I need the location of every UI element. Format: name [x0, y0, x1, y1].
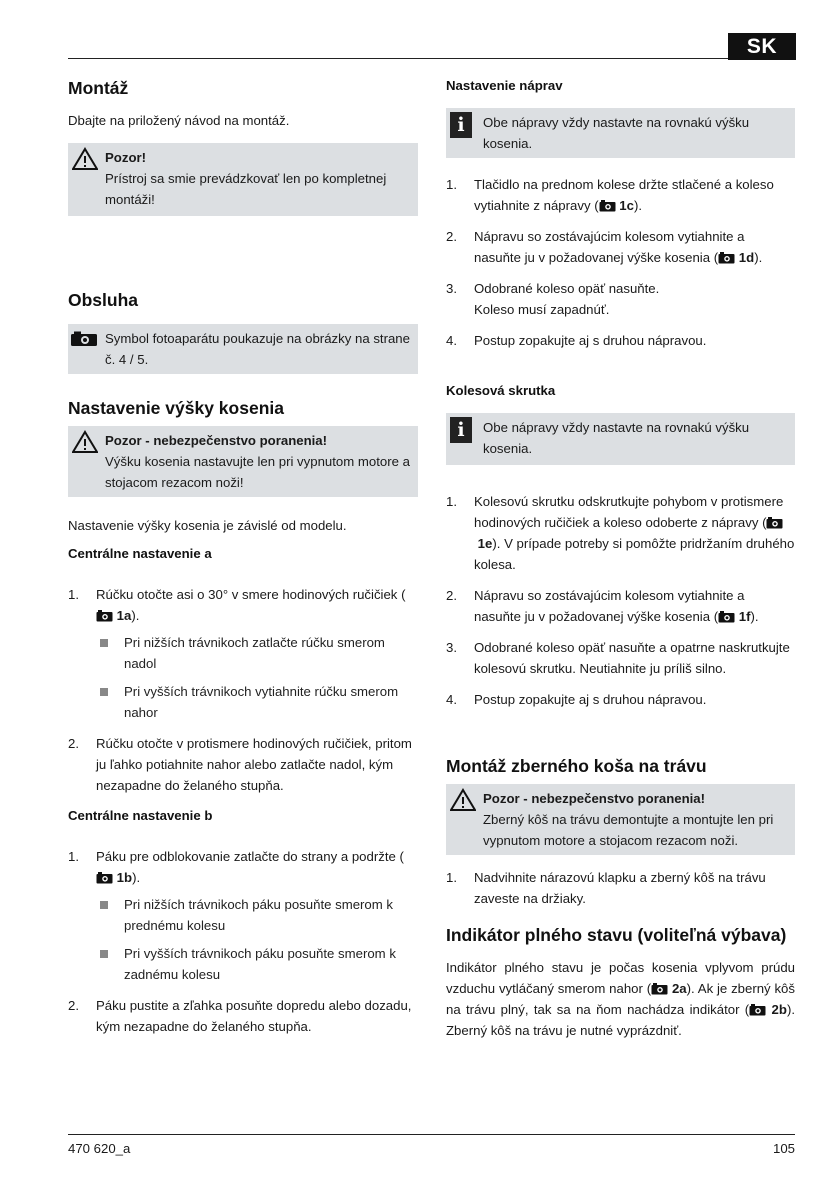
step-text-end: ).	[754, 250, 763, 265]
step-text: Kolesovú skrutku odskrutkujte pohybom v protismere hodinových ručičiek a koleso odoberte z nápravy (	[474, 494, 784, 530]
subsection-title-central-a: Centrálne nastavenie a	[68, 546, 212, 561]
bullet-square-icon	[100, 901, 108, 909]
step-number: 3.	[446, 281, 457, 296]
step-number: 1.	[68, 849, 79, 864]
warning-title: Pozor - nebezpečenstvo poranenia!	[105, 433, 328, 448]
step-number: 2.	[446, 229, 457, 244]
central-b-bullets	[96, 894, 418, 985]
camera-icon	[718, 252, 735, 264]
list-item	[68, 995, 418, 1037]
indikator-paragraph	[446, 957, 795, 1041]
section-title-obsluha: Obsluha	[68, 290, 139, 310]
bullet-square-icon	[100, 688, 108, 696]
list-item	[68, 584, 418, 723]
step-number: 1.	[446, 177, 457, 192]
central-a-steps	[68, 584, 418, 796]
list-item	[446, 491, 795, 575]
figure-ref: 1c	[619, 198, 634, 213]
warning-icon	[450, 788, 476, 812]
camera-icon	[766, 517, 783, 529]
warning-icon	[72, 147, 98, 171]
step-text: Rúčku otočte asi o 30° v smere hodinových ručičiek (	[96, 587, 406, 602]
step-text: Nápravu so zostávajúcim kolesom vytiahnite a nasuňte ju v požadovanej výške kosenia (	[474, 588, 745, 624]
section-title-montaz: Montáž	[68, 78, 129, 98]
list-item	[446, 330, 795, 351]
subsection-title-central-b: Centrálne nastavenie b	[68, 808, 213, 823]
header-rule	[68, 58, 728, 59]
figure-ref: 2a	[671, 981, 687, 996]
camera-icon	[96, 610, 113, 622]
step-text: Rúčku otočte v protismere hodinových ručičiek, pritom ju ľahko potiahnite nahor alebo zatlačte nadol, kým nezapadne do želaného stupňa.	[96, 736, 412, 793]
bullet-text: Pri vyšších trávnikoch vytiahnite rúčku smerom nahor	[124, 684, 399, 720]
step-text-end: ).	[750, 609, 759, 624]
list-item	[68, 733, 418, 796]
napravy-steps	[446, 174, 795, 351]
step-text: Koleso musí zapadnúť.	[474, 302, 610, 317]
bullet-square-icon	[100, 639, 108, 647]
camera-icon	[96, 872, 113, 884]
paragraph-text: Indikátor plného stavu je počas kosenia vplyvom prúdu vzduchu vytláčaný smerom nahor (	[446, 960, 795, 996]
bullet-text: Pri nižších trávnikoch páku posuňte smerom k prednému kolesu	[124, 897, 393, 933]
list-item	[96, 894, 418, 936]
step-text-end: ).	[132, 870, 141, 885]
info-icon: i	[450, 417, 472, 443]
subsection-title-skrutka: Kolesová skrutka	[446, 383, 556, 398]
section-title-indikator: Indikátor plného stavu (voliteľná výbava)	[446, 925, 787, 945]
list-item	[446, 585, 795, 627]
step-number: 1.	[446, 494, 457, 509]
list-item	[446, 637, 795, 679]
language-badge: SK	[728, 33, 796, 60]
list-item	[446, 174, 795, 216]
step-text: Postup zopakujte aj s druhou nápravou.	[474, 692, 707, 707]
camera-icon	[718, 611, 735, 623]
doc-number: 470 620_a	[68, 1141, 131, 1156]
caution-box	[68, 143, 418, 216]
montaz-intro: Dbajte na priložený návod na montáž.	[68, 113, 290, 128]
paragraph-text: ). Zberný kôš na trávu je nutné vyprázdniť.	[446, 1002, 795, 1038]
injury-warning-box	[68, 426, 418, 497]
bullet-text: Pri vyšších trávnikoch páku posuňte smerom k zadnému kolesu	[124, 946, 396, 982]
bullet-square-icon	[100, 950, 108, 958]
step-text: Postup zopakujte aj s druhou nápravou.	[474, 333, 707, 348]
step-text: Nápravu so zostávajúcim kolesom vytiahnite a nasuňte ju v požadovanej výške kosenia (	[474, 229, 745, 265]
camera-note-text: Symbol fotoaparátu poukazuje na obrázky na strane č. 4 / 5.	[105, 331, 410, 367]
left-column	[68, 72, 418, 1047]
step-text: Odobrané koleso opäť nasuňte a opatrne naskrutkujte kolesovú skrutku. Neutiahnite ju príliš silno.	[474, 640, 790, 676]
step-number: 4.	[446, 692, 457, 707]
camera-icon	[651, 983, 668, 995]
camera-icon	[749, 1004, 766, 1016]
figure-ref: 1b	[116, 870, 133, 885]
step-number: 4.	[446, 333, 457, 348]
step-text: Odobrané koleso opäť nasuňte.	[474, 281, 660, 296]
figure-ref: 1d	[738, 250, 755, 265]
caution-text: Prístroj sa smie prevádzkovať len po kompletnej montáži!	[105, 171, 387, 207]
step-number: 2.	[68, 998, 79, 1013]
injury-warning-box-kos	[446, 784, 795, 855]
figure-ref: 1e	[477, 536, 493, 551]
subsection-title-napravy: Nastavenie náprav	[446, 78, 563, 93]
warning-icon	[72, 430, 98, 454]
camera-note-box	[68, 324, 418, 374]
step-text: Páku pre odblokovanie zatlačte do strany a podržte (	[96, 849, 404, 864]
warning-text: Zberný kôš na trávu demontujte a montujte len pri vypnutom motore a stojacom rezacom noži.	[483, 812, 774, 848]
step-number: 2.	[446, 588, 457, 603]
warning-title: Pozor - nebezpečenstvo poranenia!	[483, 791, 706, 806]
step-text-end: ). V prípade potreby si pomôžte pridržaním druhého kolesa.	[474, 536, 795, 572]
info-icon: i	[450, 112, 472, 138]
camera-icon	[599, 200, 616, 212]
page-number: 105	[772, 1141, 795, 1156]
section-title-kos: Montáž zberného koša na trávu	[446, 756, 707, 776]
list-item	[446, 278, 795, 320]
central-a-bullets	[96, 632, 418, 723]
bullet-text: Pri nižších trávnikoch zatlačte rúčku smerom nadol	[124, 635, 385, 671]
skrutka-steps	[446, 491, 795, 710]
info-text: Obe nápravy vždy nastavte na rovnakú výšku kosenia.	[483, 420, 750, 456]
camera-icon	[70, 331, 98, 347]
kos-steps	[446, 867, 795, 909]
caution-title: Pozor!	[105, 150, 147, 165]
step-number: 1.	[446, 870, 457, 885]
footer-rule	[68, 1134, 795, 1135]
list-item	[68, 846, 418, 985]
step-text-end: ).	[633, 198, 643, 213]
info-text: Obe nápravy vždy nastavte na rovnakú výšku kosenia.	[483, 115, 750, 151]
step-text-end: ).	[131, 608, 140, 623]
step-text: Nadvihnite nárazovú klapku a zberný kôš na trávu zaveste na držiaky.	[474, 870, 766, 906]
central-b-steps	[68, 846, 418, 1037]
info-box-skrutka	[446, 413, 795, 465]
figure-ref: 2b	[771, 1002, 787, 1017]
right-column	[446, 72, 795, 1041]
info-box-napravy	[446, 108, 795, 158]
paragraph-text: ). Ak je zberný kôš na trávu plný, tak sa na ňom nachádza indikátor (	[446, 981, 795, 1017]
list-item	[96, 943, 418, 985]
step-text: Tlačidlo na prednom kolese držte stlačené a koleso vytiahnite z nápravy (	[474, 177, 774, 213]
section-title-vyska: Nastavenie výšky kosenia	[68, 398, 284, 418]
step-number: 3.	[446, 640, 457, 655]
list-item	[446, 689, 795, 710]
list-item	[96, 681, 418, 723]
list-item	[446, 226, 795, 268]
step-number: 2.	[68, 736, 79, 751]
list-item	[96, 632, 418, 674]
model-note: Nastavenie výšky kosenia je závislé od modelu.	[68, 518, 347, 533]
figure-ref: 1a	[116, 608, 132, 623]
warning-text: Výšku kosenia nastavujte len pri vypnutom motore a stojacom rezacom noži!	[105, 454, 410, 490]
step-number: 1.	[68, 587, 79, 602]
step-text: Páku pustite a zľahka posuňte dopredu alebo dozadu, kým nezapadne do želaného stupňa.	[96, 998, 412, 1034]
figure-ref: 1f	[738, 609, 751, 624]
list-item	[446, 867, 795, 909]
